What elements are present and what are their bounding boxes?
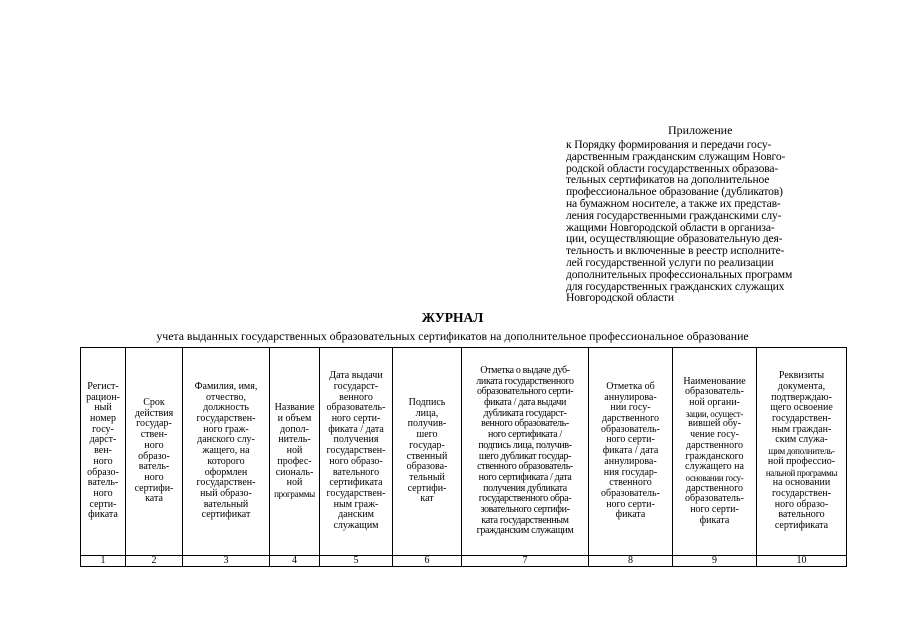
annex-line: лей государственной услуги по реализации	[566, 255, 774, 269]
annex-line: дарственным гражданским служащим Новго-	[566, 149, 786, 163]
column-number: 10	[757, 556, 847, 567]
table-row-column-numbers	[81, 556, 847, 567]
column-header-employee: Фамилия, имя, отчество, должность государствен- ного граж- данского слу- жащего, на которого оформлен государствен- ный образо- вательный сертификат	[183, 348, 270, 556]
column-header-cancellation: Отметка об аннулирова- нии госу- дарственного образователь- ного серти- фиката / дата аннулирова- ния государ- ственного образователь- ного серти- фиката	[589, 348, 673, 556]
annex-reference-text	[566, 139, 866, 304]
annex-line: профессиональное образование (дубликатов)	[566, 185, 783, 199]
journal-title: ЖУРНАЛ	[421, 310, 484, 325]
annex-line: на бумажном носителе, а также их представ-	[566, 196, 781, 210]
column-header-program: Название и объем допол- нитель- ной профес- сиональ- ной программы	[270, 348, 320, 556]
column-header-organization: Наименование образователь- ной органи- зации, осущест- вившей обу- чение госу- дарственного гражданского служащего на основании госу- дарственного образователь- ного серти- фиката	[673, 348, 757, 556]
column-header-completion-document: Реквизиты документа, подтверждаю- щего освоение государствен- ным граждан- ским служа- щим дополнитель- ной профессио- нальной программы на основании государствен- ного образо- вательного сертификата	[757, 348, 847, 556]
column-number: 1	[81, 556, 126, 567]
annex-line: ции, осуществляющие образовательную дея-	[566, 232, 783, 246]
column-number: 3	[183, 556, 270, 567]
column-header-issue-date: Дата выдачи государст- венного образователь- ного серти- фиката / дата получения государствен- ного образо- вательного сертификата государствен- ным граж- данским служащим	[320, 348, 393, 556]
annex-line: тельных сертификатов на дополнительное	[566, 173, 770, 187]
table-header-row	[81, 348, 847, 556]
journal-subtitle: учета выданных государственных образовательных сертификатов на дополнительное профессиональное образование	[156, 329, 749, 343]
column-number: 9	[673, 556, 757, 567]
column-header-signature: Подпись лица, получив- шего государ- ственный образова- тельный сертифи- кат	[393, 348, 462, 556]
column-number: 4	[270, 556, 320, 567]
annex-line: к Порядку формирования и передачи госу-	[566, 138, 772, 151]
column-header-registration-number: Регист- рацион- ный номер госу- дарст- вен- ного образо- ватель- ного серти- фиката	[81, 348, 126, 556]
column-number: 6	[393, 556, 462, 567]
annex-line: Новгородской области	[566, 291, 674, 305]
annex-line: тельность и включенные в реестр исполните-	[566, 244, 785, 258]
column-number: 2	[126, 556, 183, 567]
column-number: 8	[589, 556, 673, 567]
annex-line: жащими Новгородской области в организа-	[566, 220, 775, 234]
annex-title: Приложение	[668, 123, 733, 137]
journal-table	[80, 347, 847, 567]
annex-line: для государственных гражданских служащих	[566, 279, 785, 293]
annex-line: ления государственными гражданскими слу-	[566, 208, 782, 222]
column-header-duplicate: Отметка о выдаче дуб- ликата государственного образовательного серти- фиката / дата выдачи дубликата государст- венного образователь- ного сертификата / подпись лица, получив- шего дубликат государ- ственного образователь- ного сертификата / дата получения дубликата государственного обра- зовательного сертифи- ката государственным гражданским служащим	[462, 348, 589, 556]
column-number: 7	[462, 556, 589, 567]
annex-line: родской области государственных образова-	[566, 161, 779, 175]
column-number: 5	[320, 556, 393, 567]
column-header-validity-period: Срок действия государ- ствен- ного образо- ватель- ного сертифи- ката	[126, 348, 183, 556]
annex-line: дополнительных профессиональных программ	[566, 267, 793, 281]
